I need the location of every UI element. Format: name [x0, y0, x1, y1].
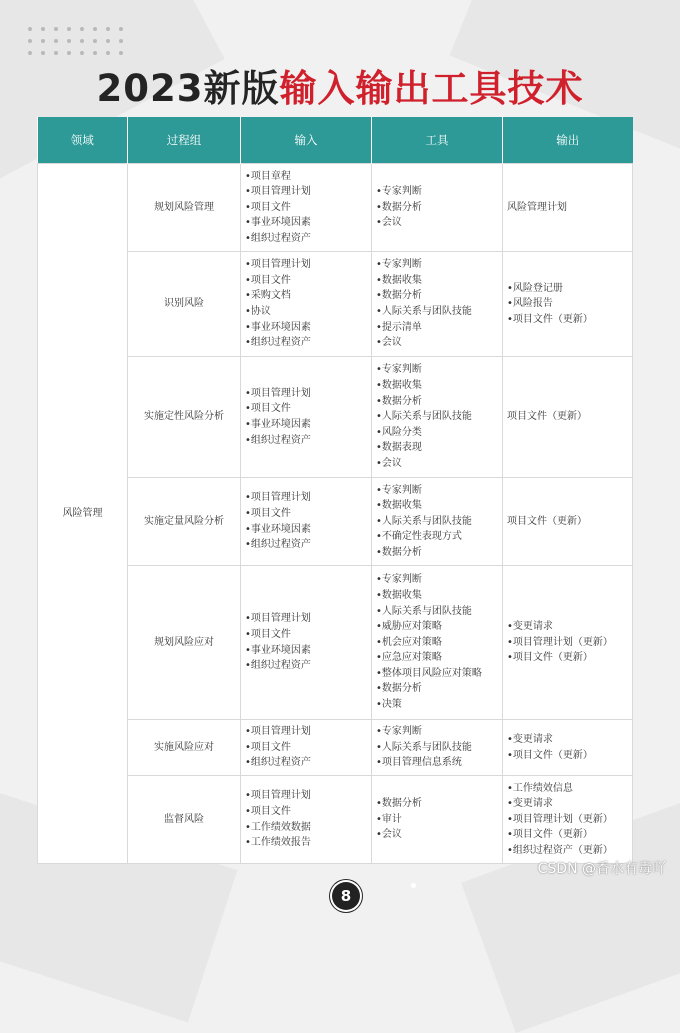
list-item: • 人际关系与团队技能	[376, 740, 498, 756]
header-outputs: 输出	[503, 117, 633, 164]
list-item: • 会议	[376, 827, 498, 843]
list-item: • 事业环境因素	[245, 417, 367, 433]
list-item: • 数据收集	[376, 273, 498, 289]
list-item: • 威胁应对策略	[376, 619, 498, 635]
list-item: • 组织过程资产	[245, 231, 367, 247]
list-item: • 风险分类	[376, 425, 498, 441]
list-item: • 数据收集	[376, 588, 498, 604]
list-item: • 事业环境因素	[245, 643, 367, 659]
list-item: • 组织过程资产（更新）	[507, 843, 628, 859]
process-cell: 规划风险应对	[128, 566, 241, 720]
outputs-cell	[503, 776, 633, 864]
table-row	[38, 566, 633, 720]
list-item: • 人际关系与团队技能	[376, 514, 498, 530]
list-item: • 风险登记册	[507, 281, 628, 297]
inputs-cell	[241, 720, 372, 776]
list-item: • 项目管理计划	[245, 490, 367, 506]
list-item: • 项目文件	[245, 506, 367, 522]
list-item: • 项目文件（更新）	[507, 827, 628, 843]
outputs-cell	[503, 566, 633, 720]
inputs-list	[245, 611, 367, 673]
tools-cell	[372, 252, 503, 357]
list-item: • 专家判断	[376, 362, 498, 378]
list-item: • 数据分析	[376, 288, 498, 304]
outputs-list	[507, 619, 628, 666]
outputs-cell	[503, 720, 633, 776]
outputs-list	[507, 781, 628, 859]
list-item: • 工作绩效报告	[245, 835, 367, 851]
tools-list	[376, 483, 498, 561]
process-cell: 实施定量风险分析	[128, 478, 241, 566]
list-item: • 数据收集	[376, 378, 498, 394]
area-cell: 风险管理	[38, 164, 128, 864]
outputs-list	[507, 732, 628, 763]
inputs-list	[245, 169, 367, 247]
list-item: • 组织过程资产	[245, 755, 367, 771]
output-text: 风险管理计划	[507, 201, 567, 213]
list-item: • 不确定性表现方式	[376, 529, 498, 545]
list-item: • 项目文件	[245, 273, 367, 289]
inputs-cell	[241, 566, 372, 720]
inputs-cell	[241, 478, 372, 566]
inputs-cell	[241, 776, 372, 864]
list-item: • 项目文件	[245, 401, 367, 417]
list-item: • 数据收集	[376, 498, 498, 514]
tools-list	[376, 724, 498, 771]
list-item: • 项目管理信息系统	[376, 755, 498, 771]
list-item: • 专家判断	[376, 257, 498, 273]
list-item: • 事业环境因素	[245, 215, 367, 231]
list-item: • 专家判断	[376, 483, 498, 499]
title-main: 2023新版	[96, 67, 280, 110]
inputs-cell	[241, 164, 372, 252]
list-item: • 提示清单	[376, 320, 498, 336]
list-item: • 项目管理计划（更新）	[507, 635, 628, 651]
inputs-list	[245, 257, 367, 351]
ito-table	[37, 117, 633, 864]
list-item: • 项目章程	[245, 169, 367, 185]
list-item: • 机会应对策略	[376, 635, 498, 651]
list-item: • 专家判断	[376, 572, 498, 588]
list-item: • 项目管理计划（更新）	[507, 812, 628, 828]
list-item: • 数据分析	[376, 681, 498, 697]
list-item: • 事业环境因素	[245, 522, 367, 538]
output-text: 项目文件（更新）	[507, 515, 587, 527]
list-item: • 审计	[376, 812, 498, 828]
process-cell: 实施风险应对	[128, 720, 241, 776]
list-item: • 变更请求	[507, 619, 628, 635]
list-item: • 项目管理计划	[245, 386, 367, 402]
header-tools: 工具	[372, 117, 503, 164]
tools-list	[376, 572, 498, 712]
list-item: • 数据分析	[376, 796, 498, 812]
list-item: • 变更请求	[507, 732, 628, 748]
header-area: 领域	[38, 117, 128, 164]
process-cell: 规划风险管理	[128, 164, 241, 252]
list-item: • 决策	[376, 697, 498, 713]
title-accent: 输入输出工具技术	[279, 67, 584, 110]
list-item: • 变更请求	[507, 796, 628, 812]
list-item: • 风险报告	[507, 296, 628, 312]
table-row	[38, 252, 633, 357]
list-item: • 整体项目风险应对策略	[376, 666, 498, 682]
list-item: • 项目管理计划	[245, 184, 367, 200]
table-row	[38, 164, 633, 252]
inputs-cell	[241, 357, 372, 478]
header-inputs: 输入	[241, 117, 372, 164]
list-item: • 项目管理计划	[245, 611, 367, 627]
tools-list	[376, 257, 498, 351]
tools-list	[376, 796, 498, 843]
outputs-cell	[503, 252, 633, 357]
decorative-dots	[28, 27, 128, 55]
list-item: • 人际关系与团队技能	[376, 304, 498, 320]
list-item: • 组织过程资产	[245, 335, 367, 351]
list-item: • 数据表现	[376, 440, 498, 456]
list-item: • 项目文件（更新）	[507, 748, 628, 764]
table-row	[38, 357, 633, 478]
table-row	[38, 776, 633, 864]
list-item: • 专家判断	[376, 724, 498, 740]
table-row	[38, 478, 633, 566]
list-item: • 组织过程资产	[245, 433, 367, 449]
list-item: • 项目文件	[245, 200, 367, 216]
inputs-list	[245, 724, 367, 771]
process-cell: 监督风险	[128, 776, 241, 864]
list-item: • 项目文件	[245, 627, 367, 643]
list-item: • 会议	[376, 335, 498, 351]
list-item: • 项目管理计划	[245, 257, 367, 273]
list-item: • 采购文档	[245, 288, 367, 304]
inputs-list	[245, 386, 367, 448]
table-row	[38, 720, 633, 776]
list-item: • 项目文件	[245, 740, 367, 756]
table-header-row	[38, 117, 633, 164]
list-item: • 数据分析	[376, 200, 498, 216]
list-item: • 工作绩效数据	[245, 820, 367, 836]
process-cell: 实施定性风险分析	[128, 357, 241, 478]
list-item: • 项目管理计划	[245, 788, 367, 804]
list-item: • 应急应对策略	[376, 650, 498, 666]
inputs-list	[245, 788, 367, 850]
list-item: • 事业环境因素	[245, 320, 367, 336]
list-item: • 会议	[376, 456, 498, 472]
output-text: 项目文件（更新）	[507, 411, 587, 423]
page-number-badge: 8	[332, 882, 360, 910]
list-item: • 工作绩效信息	[507, 781, 628, 797]
process-cell: 识别风险	[128, 252, 241, 357]
tools-cell	[372, 164, 503, 252]
tools-cell	[372, 478, 503, 566]
list-item: • 人际关系与团队技能	[376, 409, 498, 425]
tools-list	[376, 184, 498, 231]
outputs-list	[507, 281, 628, 328]
list-item: • 专家判断	[376, 184, 498, 200]
inputs-list	[245, 490, 367, 552]
list-item: • 项目文件（更新）	[507, 312, 628, 328]
list-item: • 项目文件（更新）	[507, 650, 628, 666]
page-indicator-dot	[411, 883, 416, 888]
list-item: • 项目管理计划	[245, 724, 367, 740]
outputs-cell	[503, 357, 633, 478]
table-body	[38, 164, 633, 864]
list-item: • 项目文件	[245, 804, 367, 820]
inputs-cell	[241, 252, 372, 357]
page-title	[0, 58, 680, 112]
tools-list	[376, 362, 498, 471]
list-item: • 协议	[245, 304, 367, 320]
list-item: • 组织过程资产	[245, 658, 367, 674]
list-item: • 数据分析	[376, 545, 498, 561]
tools-cell	[372, 357, 503, 478]
list-item: • 组织过程资产	[245, 537, 367, 553]
watermark: CSDN @香水有毒吖	[537, 861, 666, 877]
outputs-cell	[503, 478, 633, 566]
tools-cell	[372, 720, 503, 776]
header-process: 过程组	[128, 117, 241, 164]
list-item: • 数据分析	[376, 394, 498, 410]
list-item: • 人际关系与团队技能	[376, 604, 498, 620]
tools-cell	[372, 776, 503, 864]
tools-cell	[372, 566, 503, 720]
list-item: • 会议	[376, 215, 498, 231]
outputs-cell	[503, 164, 633, 252]
